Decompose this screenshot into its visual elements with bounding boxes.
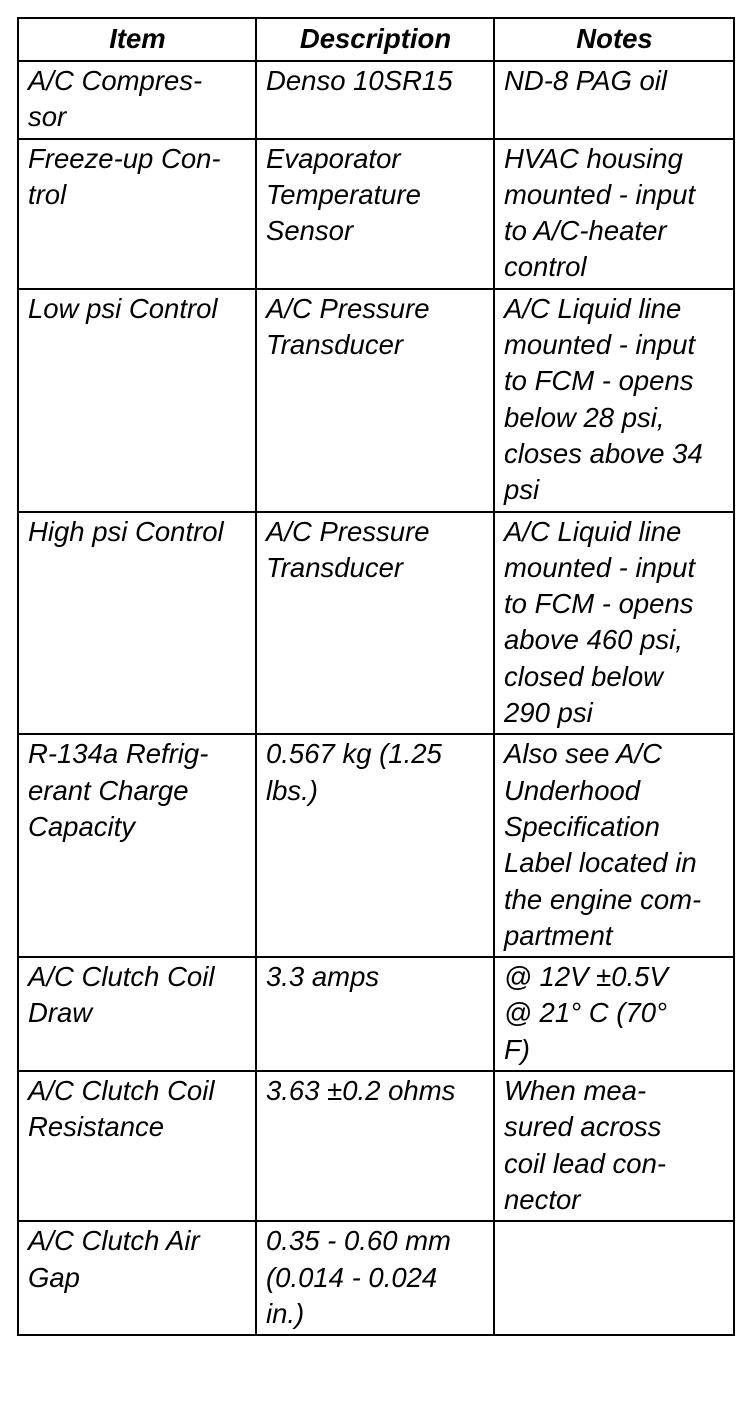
cell-description: Denso 10SR15 xyxy=(256,61,494,139)
table-row xyxy=(18,139,734,289)
table-row xyxy=(18,734,734,957)
cell-item: R-134a Refrig- erant Charge Capacity xyxy=(18,734,256,957)
table-row xyxy=(18,61,734,139)
header-notes: Notes xyxy=(494,18,734,61)
table-row xyxy=(18,1221,734,1335)
cell-notes: A/C Liquid line mounted - input to FCM - opens above 460 psi, closed below 290 psi xyxy=(494,512,734,735)
table-row xyxy=(18,1071,734,1221)
cell-description: A/C Pressure Transducer xyxy=(256,289,494,512)
cell-notes: @ 12V ±0.5V @ 21° C (70° F) xyxy=(494,957,734,1071)
cell-notes: ND-8 PAG oil xyxy=(494,61,734,139)
header-item: Item xyxy=(18,18,256,61)
cell-item: A/C Clutch Coil Draw xyxy=(18,957,256,1071)
cell-notes: HVAC housing mounted - input to A/C-heater control xyxy=(494,139,734,289)
cell-description: 3.3 amps xyxy=(256,957,494,1071)
header-row xyxy=(18,18,734,61)
cell-item: A/C Clutch Air Gap xyxy=(18,1221,256,1335)
cell-description: 0.567 kg (1.25 lbs.) xyxy=(256,734,494,957)
cell-notes xyxy=(494,1221,734,1335)
cell-notes: Also see A/C Underhood Specification Label located in the engine com- partment xyxy=(494,734,734,957)
cell-description: 3.63 ±0.2 ohms xyxy=(256,1071,494,1221)
cell-item: Low psi Control xyxy=(18,289,256,512)
cell-description: 0.35 - 0.60 mm (0.014 - 0.024 in.) xyxy=(256,1221,494,1335)
table-row xyxy=(18,512,734,735)
table-header xyxy=(18,18,734,61)
cell-notes: A/C Liquid line mounted - input to FCM - opens below 28 psi, closes above 34 psi xyxy=(494,289,734,512)
cell-item: Freeze-up Con- trol xyxy=(18,139,256,289)
cell-item: A/C Clutch Coil Resistance xyxy=(18,1071,256,1221)
table-body xyxy=(18,61,734,1335)
cell-description: Evaporator Temperature Sensor xyxy=(256,139,494,289)
cell-notes: When mea- sured across coil lead con- nector xyxy=(494,1071,734,1221)
table-row xyxy=(18,957,734,1071)
cell-item: High psi Control xyxy=(18,512,256,735)
cell-description: A/C Pressure Transducer xyxy=(256,512,494,735)
cell-item: A/C Compres- sor xyxy=(18,61,256,139)
table-row xyxy=(18,289,734,512)
specification-table xyxy=(17,17,735,1336)
header-description: Description xyxy=(256,18,494,61)
